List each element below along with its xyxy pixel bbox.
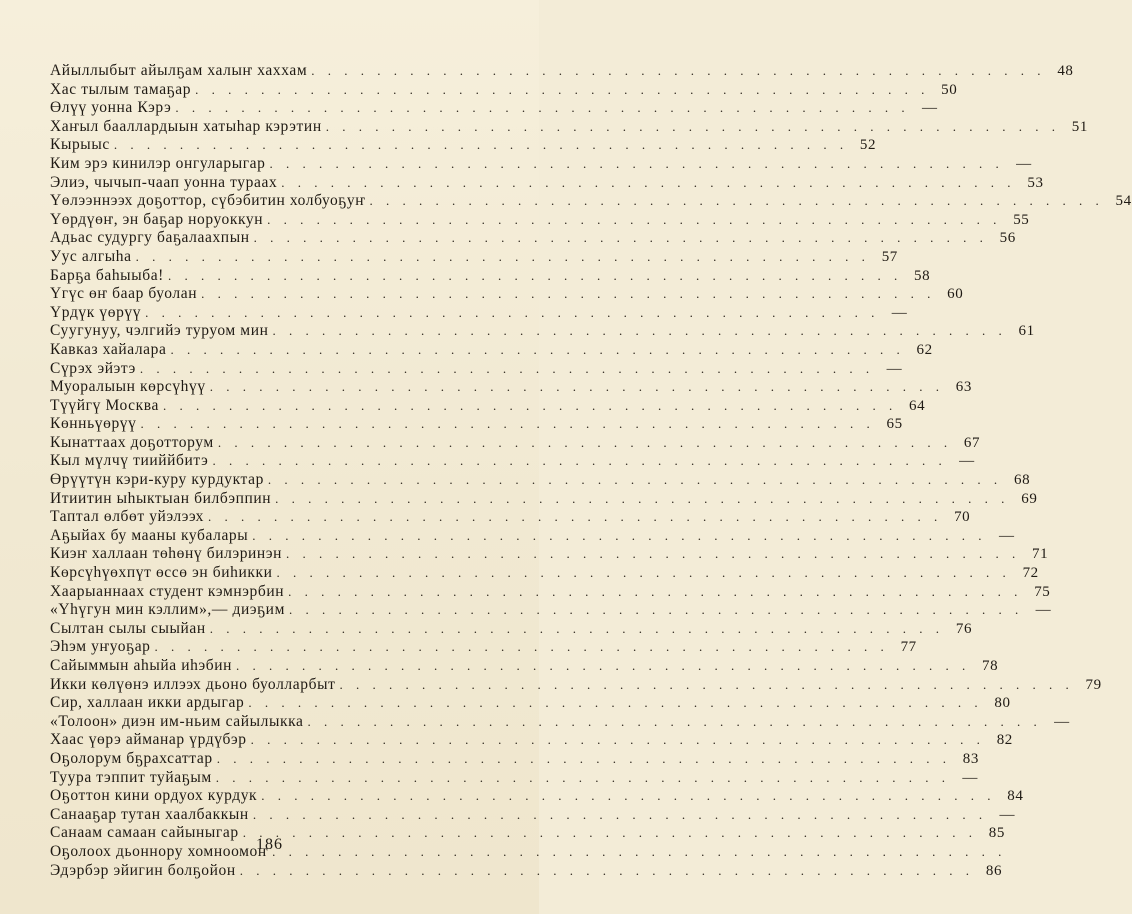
toc-entry [50, 210, 1030, 230]
toc-entry [50, 861, 1003, 881]
toc-entry-page: 51 [1071, 118, 1088, 135]
dot-leader [270, 155, 1004, 174]
dot-leader [289, 601, 1023, 620]
toc-entry-page: 54 [1115, 193, 1132, 210]
toc-entry-page: 53 [1027, 174, 1044, 191]
dot-leader [311, 62, 1045, 81]
dot-leader [281, 174, 1015, 193]
dot-leader [275, 490, 1009, 509]
dot-leader [277, 564, 1011, 583]
toc-entry-title: Аҕыйах бу мааны кубалары [50, 526, 249, 544]
toc-entry-page: 60 [947, 286, 964, 303]
toc-entry-title: Итиитин ыһыктыан билбэппин [50, 489, 272, 507]
toc-entry-title: Кыл мүлчү тииййбитэ [50, 452, 209, 470]
toc-entry-page: — [959, 453, 975, 470]
toc-entry [50, 564, 1039, 583]
toc-entry [50, 694, 1011, 713]
dot-leader [267, 211, 1001, 230]
toc-entry [50, 415, 903, 434]
dot-leader [240, 862, 974, 881]
dot-leader [145, 304, 879, 323]
toc-entry [50, 768, 978, 788]
dot-leader [114, 136, 848, 155]
toc-entry [50, 378, 972, 397]
toc-entry-page: 82 [996, 732, 1013, 749]
toc-entry-page: 56 [999, 230, 1016, 247]
dot-leader [210, 378, 944, 397]
toc-entry [50, 285, 964, 304]
toc-entry-title: Оҕоттон кини ордуох курдук [50, 787, 258, 805]
toc-entry-title: Сылтан сылы сыыйан [50, 619, 206, 637]
toc-entry-title: Үөлээннээх доҕоттор, сүбэбитин холбуоҕуҥ [50, 192, 366, 210]
dot-leader [254, 229, 988, 248]
toc-entry-title: Адьас судургу баҕалаахпын [50, 229, 250, 247]
dot-leader [236, 657, 970, 676]
dot-leader [141, 415, 875, 434]
dot-leader [212, 452, 946, 471]
toc-entry-title: Хас тылым тамаҕар [50, 80, 192, 98]
toc-entry-title: Санаам самаан сайыныгар [50, 824, 239, 842]
dot-leader [307, 713, 1041, 732]
toc-entry-title: Үрдүк үөрүү [50, 303, 142, 321]
toc-entry-title: Түүйгү Москва [50, 396, 159, 414]
toc-entry-title: «Үһүгун мин кэллим»,— диэҕим [50, 601, 285, 619]
dot-leader [273, 322, 1007, 341]
dot-leader [155, 638, 889, 657]
toc-entry-page: 69 [1021, 490, 1038, 507]
toc-entry-title: Хаҥыл бааллардыын хатыһар кэрэтин [50, 117, 322, 135]
toc-entry-page: 57 [881, 248, 898, 265]
toc-entry [50, 173, 1044, 193]
toc-entry-page: 58 [914, 267, 931, 284]
toc-entry-title: Эдэрбэр эйигин болҕойон [50, 861, 236, 879]
toc-entry [50, 638, 917, 657]
toc-entry [50, 471, 1031, 490]
toc-entry-title: Элиэ, чычып-чаап уонна тураах [50, 173, 278, 191]
toc-entry [50, 619, 973, 639]
toc-entry-page: — [886, 360, 903, 377]
toc-entry-page: 50 [941, 81, 958, 98]
toc-entry [50, 601, 1052, 620]
dot-leader [216, 769, 950, 788]
table-of-contents [50, 62, 1132, 880]
toc-entry-page: 76 [955, 620, 973, 637]
toc-entry-title: Көрсүһүөхпүт өссө эн биһикки [50, 564, 273, 582]
toc-entry-title: Уус алгыһа [50, 247, 132, 265]
toc-entry [50, 433, 981, 453]
toc-entry [50, 303, 908, 323]
toc-entry-title: Хаарыаннаах студент кэмнэрбин [50, 582, 285, 600]
toc-entry-title: Өлүү уонна Кэрэ [50, 99, 172, 117]
toc-entry [50, 266, 931, 286]
toc-entry-page: 70 [954, 509, 971, 526]
toc-entry-title: Оҕолоох дьоннору хомноомоҥ [50, 842, 269, 860]
dot-leader [253, 806, 987, 825]
toc-entry [50, 805, 1016, 825]
toc-entry-title: Таптал өлбөт уйэлээх [50, 508, 205, 526]
toc-entry [50, 545, 1049, 564]
toc-entry [50, 396, 926, 416]
dot-leader [171, 341, 905, 360]
toc-entry-title: Эһэм уҥуоҕар [50, 638, 151, 656]
dot-leader [163, 397, 897, 416]
toc-entry-page: 55 [1013, 211, 1030, 228]
toc-entry-title: Ким эрэ кинилэр онгуларыгар [50, 154, 266, 172]
dot-leader [140, 360, 874, 379]
dot-leader [286, 545, 1020, 564]
toc-entry-page: 67 [963, 434, 981, 451]
toc-entry [50, 712, 1070, 732]
dot-leader [136, 248, 870, 267]
toc-entry-page: 72 [1022, 565, 1039, 582]
toc-entry [50, 582, 1051, 602]
dot-leader [251, 731, 985, 750]
toc-entry [50, 657, 999, 676]
toc-entry-title: Өрүүтүн кэри-куру курдуктар [50, 471, 264, 489]
toc-entry-page: 86 [985, 862, 1003, 879]
toc-entry [50, 80, 958, 100]
toc-entry-page: 64 [909, 397, 926, 414]
toc-entry [50, 749, 979, 769]
toc-entry-title: Айыллыбыт айылҕам халыҥ хаххам [50, 62, 308, 79]
dot-leader [210, 620, 944, 639]
toc-entry-page: 84 [1007, 788, 1024, 805]
toc-entry [50, 731, 1013, 750]
dot-leader [218, 434, 952, 453]
toc-entry-title: Кырыыс [50, 136, 110, 154]
toc-entry-title: Көнньүөрүү [50, 415, 137, 433]
toc-entry [50, 508, 971, 527]
toc-entry-title: Туура тэппит туйаҕым [50, 768, 212, 786]
toc-entry-page: — [891, 304, 908, 321]
toc-entry-title: Киэҥ халлаан төһөнү билэринэн [50, 545, 282, 563]
toc-entry-page: 61 [1018, 323, 1035, 340]
toc-entry-page: — [1035, 602, 1052, 619]
toc-entry-title: Барҕа баһыыба! [50, 266, 164, 284]
dot-leader [339, 676, 1073, 695]
toc-entry-page: — [1054, 713, 1070, 730]
toc-entry [50, 62, 1074, 81]
toc-entry-page: — [998, 527, 1015, 544]
toc-entry [50, 117, 1088, 137]
dot-leader [268, 471, 1002, 490]
dot-leader [217, 750, 951, 769]
dot-leader [195, 81, 929, 100]
toc-entry-title: Сайыммын аһыйа иһэбин [50, 657, 232, 674]
dot-leader [326, 118, 1060, 137]
toc-entry-page: — [921, 100, 938, 117]
dot-leader [288, 583, 1022, 602]
dot-leader [261, 787, 995, 806]
dot-leader [201, 285, 935, 304]
toc-entry [50, 192, 1132, 211]
toc-entry-title: Үгүс өҥ баар буолан [50, 285, 198, 303]
toc-entry [50, 136, 877, 155]
toc-entry-page: 77 [900, 639, 917, 656]
dot-leader [252, 527, 986, 546]
toc-entry-page: 78 [982, 658, 999, 674]
toc-entry-title: Хаас үөрэ айманар үрдүбэр [50, 731, 247, 749]
toc-entry [50, 359, 903, 379]
toc-entry-title: «Толоон» диэн им-ньим сайылыкка [50, 712, 304, 730]
toc-entry-title: Сүрэх эйэтэ [50, 359, 136, 377]
dot-leader [168, 267, 902, 286]
dot-leader [370, 192, 1104, 211]
toc-entry [50, 489, 1038, 509]
toc-entry-page: 65 [886, 416, 903, 433]
toc-entry-page: 85 [988, 825, 1005, 842]
page-number: 186 [256, 836, 283, 853]
toc-entry-page: — [962, 769, 978, 786]
toc-entry-page: 68 [1013, 472, 1031, 489]
toc-entry-page: 71 [1032, 546, 1049, 563]
toc-entry [50, 675, 1102, 695]
toc-entry-page: 52 [859, 137, 877, 154]
toc-entry-page: 80 [994, 695, 1011, 712]
toc-entry-page: 48 [1057, 63, 1074, 79]
toc-entry [50, 99, 938, 118]
toc-entry-title: Икки көлүөнэ иллээх дьоно буолларбыт [50, 675, 336, 693]
dot-leader [175, 99, 909, 118]
toc-entry-title: Суугунуу, чэлгийэ туруом мин [50, 322, 269, 340]
toc-entry [50, 247, 898, 267]
dot-leader [208, 508, 942, 527]
toc-entry-page: — [999, 806, 1016, 823]
toc-entry-title: Оҕолорум бҕрахсаттар [50, 749, 213, 767]
toc-entry-title: Үөрдүөҥ, эн баҕар норуоккун [50, 210, 264, 228]
toc-entry-page: 79 [1085, 676, 1102, 693]
toc-entry [50, 787, 1024, 806]
toc-entry-title: Муоралыын көрсүһүү [50, 378, 206, 396]
toc-entry-page: — [1016, 155, 1032, 172]
toc-entry-page: 63 [955, 379, 972, 396]
toc-entry-page: 75 [1034, 583, 1051, 600]
toc-entry-title: Кынаттаах доҕотторум [50, 433, 214, 451]
dot-leader [248, 694, 982, 713]
toc-entry-page: 83 [962, 750, 979, 767]
toc-entry [50, 526, 1015, 546]
toc-entry-title: Кавказ хайалара [50, 340, 167, 358]
toc-entry [50, 452, 975, 471]
toc-entry [50, 340, 933, 360]
toc-entry-page: 62 [916, 341, 933, 358]
toc-entry-title: Сир, халлаан икки ардыгар [50, 694, 245, 712]
toc-entry [50, 229, 1016, 248]
toc-entry [50, 322, 1035, 341]
toc-entry [50, 154, 1032, 174]
toc-entry-title: Санааҕар тутан хаалбаккын [50, 805, 249, 823]
